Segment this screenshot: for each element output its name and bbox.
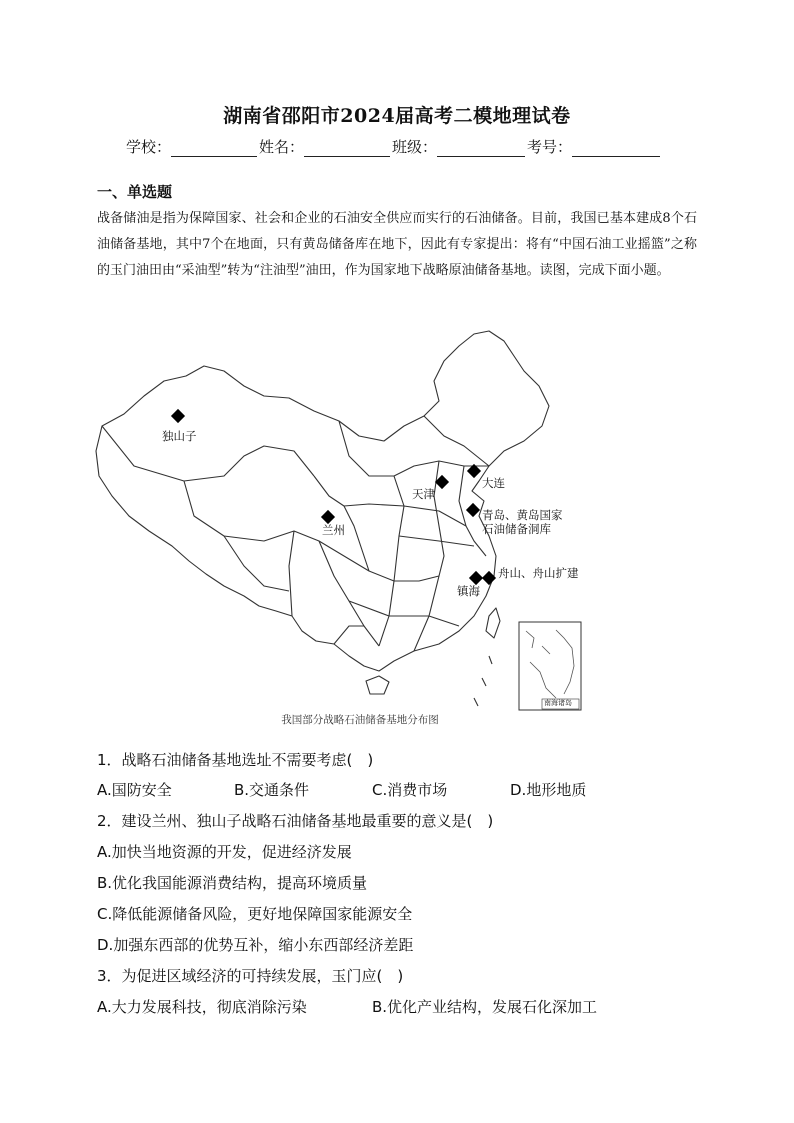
map-caption: 我国部分战略石油储备基地分布图: [281, 714, 439, 726]
question-1-stem: 1．战略石油储备基地选址不需要考虑( ): [97, 751, 374, 769]
tianjin-label: 天津: [412, 487, 435, 501]
south-china-sea-label: 南海诸岛: [544, 699, 572, 707]
reading-passage: 战备储油是指为保障国家、社会和企业的石油安全供应而实行的石油储备。目前，我国已基本建成8个石油储备基地，其中7个在地面，只有黄岛储备库在地下，因此有专家提出：将有“中国石油工业摇篮”之称的玉门油田由“采油型”转为“注油型”油田，作为国家地下战略原油储备基地。读图，完成下面小题。: [97, 211, 697, 278]
question-3-option-b[interactable]: B.优化产业结构，发展石化深加工: [372, 998, 598, 1016]
school-label: 学校：: [126, 138, 172, 156]
class-blank[interactable]: [437, 140, 525, 157]
lanzhou-label: 兰州: [322, 523, 345, 537]
school-blank[interactable]: [171, 140, 257, 157]
zhoushan-label: 舟山、舟山扩建: [498, 566, 579, 580]
question-3-stem: 3．为促进区域经济的可持续发展，玉门应( ): [97, 967, 404, 985]
question-2-option-c[interactable]: C.降低能源储备风险，更好地保障国家能源安全: [97, 905, 413, 923]
dushanzi-label: 独山子: [162, 429, 197, 443]
question-1-option-d[interactable]: D.地形地质: [510, 781, 587, 799]
question-2-option-d[interactable]: D.加强东西部的优势互补，缩小东西部经济差距: [97, 936, 414, 954]
dalian-label: 大连: [482, 476, 505, 490]
question-2-stem: 2．建设兰州、独山子战略石油储备基地最重要的意义是( ): [97, 812, 494, 830]
student-info-line: [126, 136, 662, 157]
qingdao-label-line2: 石油储备洞库: [482, 522, 551, 536]
number-blank[interactable]: [572, 140, 660, 157]
name-label: 姓名：: [259, 138, 305, 156]
number-label: 考号：: [527, 138, 573, 156]
class-label: 班级：: [392, 138, 438, 156]
section-title: 一、单选题: [97, 183, 173, 201]
question-1-option-c[interactable]: C.消费市场: [372, 781, 448, 799]
question-3-option-a[interactable]: A.大力发展科技，彻底消除污染: [97, 998, 307, 1016]
exam-title: 湖南省邵阳市2024届高考二模地理试卷: [223, 105, 571, 127]
south-china-sea-inset: [519, 622, 581, 710]
question-2-option-b[interactable]: B.优化我国能源消费结构，提高环境质量: [97, 874, 368, 892]
zhenhai-label: 镇海: [457, 584, 480, 598]
name-blank[interactable]: [304, 140, 390, 157]
question-1-option-a[interactable]: A.国防安全: [97, 781, 172, 799]
china-map-figure: [94, 326, 614, 716]
qingdao-label: 青岛、黄岛国家: [482, 508, 563, 522]
question-2-option-a[interactable]: A.加快当地资源的开发，促进经济发展: [97, 843, 352, 861]
question-1-option-b[interactable]: B.交通条件: [234, 781, 310, 799]
